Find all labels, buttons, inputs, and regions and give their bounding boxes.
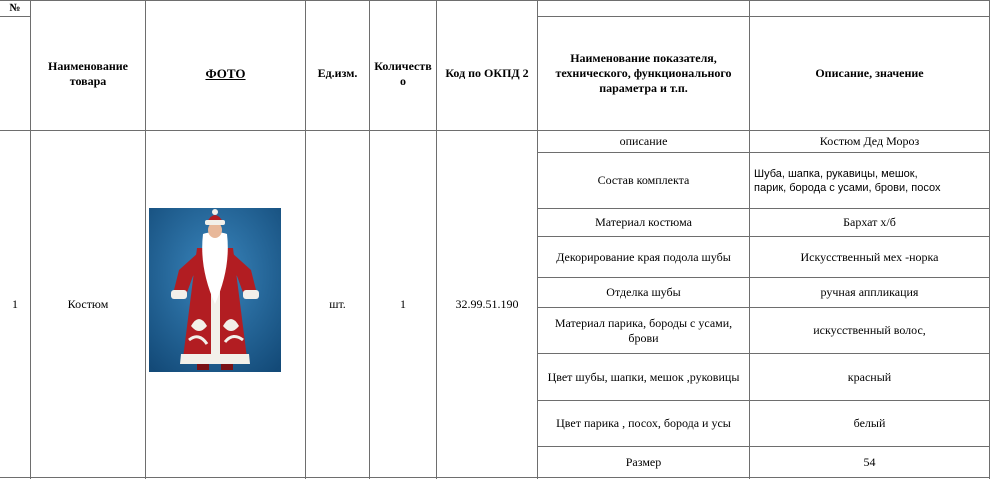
header-quantity-line2: о: [400, 73, 406, 88]
header-okpd-code[interactable]: Код по ОКПД 2: [445, 66, 529, 80]
spec-param-coat-color[interactable]: Цвет шубы, шапки, мешок ,руковицы: [547, 369, 740, 384]
spec-param-costume-material[interactable]: Материал костюма: [595, 215, 692, 229]
quantity-cell[interactable]: 1: [400, 296, 406, 311]
spec-param-coat-finish[interactable]: Отделка шубы: [606, 285, 681, 299]
header-parameter-name[interactable]: Наименование показателя, технического, функционального параметра и т.п.: [555, 51, 732, 95]
spec-value-hem-decoration[interactable]: Искусственный мех -норка: [800, 249, 939, 264]
spec-value-wig-material[interactable]: искусственный волос,: [813, 323, 926, 337]
grid-line: [0, 477, 990, 478]
grid-line: [0, 0, 990, 1]
costume-illustration: [149, 208, 281, 372]
header-description-value[interactable]: Описание, значение: [815, 66, 924, 80]
spec-param-size[interactable]: Размер: [625, 454, 662, 469]
header-quantity[interactable]: [370, 17, 436, 130]
spec-param-wig-color[interactable]: Цвет парика , посох, борода и усы: [556, 416, 731, 430]
spec-param-description[interactable]: описание: [619, 134, 668, 148]
header-number[interactable]: №: [9, 1, 21, 14]
grid-line: [0, 16, 30, 17]
okpd-code-cell[interactable]: 32.99.51.190: [455, 296, 519, 311]
unit-cell[interactable]: шт.: [329, 296, 346, 311]
spec-param-hem-decoration[interactable]: Декорирование края подола шубы: [556, 249, 731, 264]
spec-value-coat-color[interactable]: красный: [847, 369, 892, 384]
spec-value-coat-finish[interactable]: ручная аппликация: [820, 285, 919, 299]
spec-value-size[interactable]: 54: [863, 454, 876, 469]
row-number[interactable]: 1: [12, 296, 18, 311]
spec-param-kit-contents[interactable]: Состав комплекта: [597, 173, 690, 187]
spec-param-wig-material[interactable]: Материал парика, бороды с усами, брови: [554, 315, 733, 345]
header-product-name[interactable]: Наименование товара: [48, 58, 128, 88]
header-photo[interactable]: ФОТО: [205, 66, 246, 81]
spec-value-description[interactable]: Костюм Дед Мороз: [819, 134, 920, 148]
spec-value-kit-contents[interactable]: Шуба, шапка, рукавицы, мешок, парик, борода с усами, брови, посох: [754, 167, 941, 194]
ded-moroz-costume-photo[interactable]: [149, 208, 281, 372]
header-unit[interactable]: Ед.изм.: [317, 66, 358, 80]
header-quantity-line1: Количеств: [374, 58, 432, 73]
product-name-cell[interactable]: Костюм: [67, 296, 109, 311]
spec-value-costume-material[interactable]: Бархат х/б: [843, 215, 896, 229]
spec-value-wig-color[interactable]: белый: [853, 416, 886, 430]
